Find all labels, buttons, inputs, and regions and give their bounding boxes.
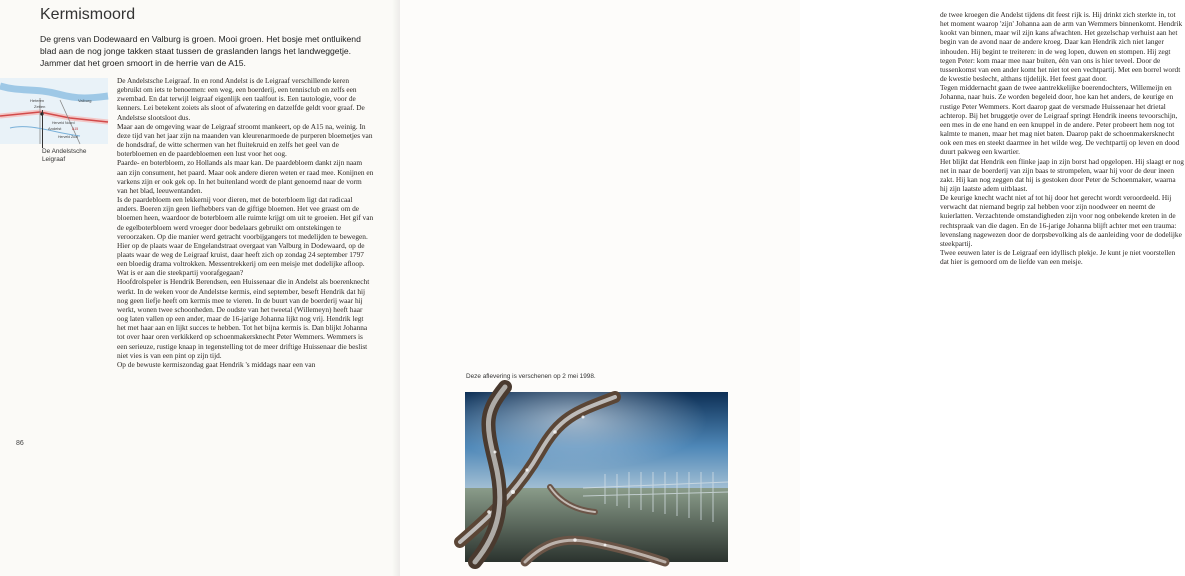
caption-pointer-line <box>42 110 43 148</box>
body-paragraph: De Andelstsche Leigraaf. In en rond Andelst is de Leigraaf verschillende keren gebruikt om iets te benoemen: een weg, een boerderij, een tennisclub en zelfs een zwembad. En dat terwijl leigraaf eigenlijk een taalfout is. Een tautologie, voor de kenners. Lei betekent zoiets als sloot of afwatering en datzelfde geldt voor graaf. De Andelstse slootsloot dus. <box>117 76 365 122</box>
body-paragraph: Twee eeuwen later is de Leigraaf een idyllisch plekje. Je kunt je niet voorstellen dat hier is gemoord om de liefde van een meisje. <box>940 248 1176 267</box>
article-title: Kermismoord <box>40 6 136 23</box>
body-paragraph: Is de paardebloem een lekkernij voor dieren, met de boterbloem ligt dat radicaal anders. Boeren zijn geen liefhebbers van de giftige bloemen. Het vee graast om de bloemen heen, waardoor de boterbloem alle ruimte krijgt om uit te groeien. Het gif van de egelboterbloem werd vroeger door bedelaars gebruikt om ontstekingen te veroorzaken. Op die manier werd getracht voorbijgangers tot medelijden te bewegen. <box>117 195 374 241</box>
body-paragraph: Het blijkt dat Hendrik een flinke jaap in zijn borst had opgelopen. Hij slaagt er nog net in naar de boerderij van zijn baas te strompelen, waar hij voor de deur ineen zakt. Hij kan nog zeggen dat hij is gestoken door Peter de Schoenmaker, waarna hij zijn laatste adem uitblaast. <box>940 156 1184 193</box>
body-paragraph: de twee kroegen die Andelst tijdens dit feest rijk is. Hij drinkt zich sterkte in, tot het moment waarop 'zijn' Johanna aan de arm van Wemmers binnenkomt. Hendrik kookt van binnen, maar wil zijn kans afwachten. Het gezelschap verhuist aan het begin van de avond naar de andere kroeg. Daar kan Hendrik zich niet langer inhouden. Hij begint te treiteren: in de weg lopen, duwen en stompen. Hij zegt tegen Peter: kom maar mee naar buiten, één van ons is hier teveel. Door de tussenkomst van een ander komt het niet tot een vechtpartij. Met een borrel wordt de kwestie beslecht, althans tijdelijk. Het feest gaat door. <box>940 10 1183 84</box>
map-place-label: Zetten <box>34 104 46 109</box>
map-caption-line: Leigraaf <box>42 156 66 163</box>
map-road-label: A15 <box>72 127 79 131</box>
body-paragraph: Maar aan de omgeving waar de Leigraaf stroomt mankeert, op de A15 na, weinig. In deze tijd van het jaar zijn na maanden van kleurenarmoede de purperen bloemetjes van de hondsdraf, de witte schermen van het fluitekruid en zelfs het geel van de boterbloemen en de paardebloemen een lust voor het oog. <box>117 121 373 159</box>
map-caption-line: De Andelstsche <box>42 148 87 155</box>
right-text-column <box>940 10 1185 266</box>
body-paragraph: Tegen middernacht gaan de twee aantrekkelijke boerendochters, Willemeijn en Johanna, naar huis. Ze worden begeleid door, hoe kan het anders, de keurige en rustige Peter Wemmers. Kort daarop gaat de versmade Huissenaar het drietal achterop. Bij het bruggetje over de Leigraaf springt Hendrik ineens tevoorschijn, een mes in de ene hand en een knuppel in de andere. Peter probeert hem nog tot kalmte te manen, maar het mag niet baten. Daarop pakt de schoenmakersknecht ook een mes en steekt daarmee in het wilde weg. De vechtpartij op leven en dood duurt pakweg een kwartier. <box>940 83 1180 157</box>
body-paragraph: De keurige knecht wacht niet af tot hij door het gerecht wordt veroordeeld. Hij verwacht dat niemand begrip zal hebben voor zijn noodweer en neemt de kuierlatten. Verzachtende omstandigheden zijn voor nog onbekende kreten in de rechtspraak van die dagen. En de 16-jarige Johanna blijft achter met een trauma: levenslang nagewezen door de dorpsbevolking als de aanleiding voor de dodelijke steekpartij. <box>940 193 1182 248</box>
frozen-orchard-photo <box>465 392 728 562</box>
body-paragraph: Hier op de plaats waar de Engelandstraat overgaat van Valburg in Dodewaard, op de plaats waar de weg de Leigraaf kruist, daar heeft zich op zondag 24 september 1797 een bloedig drama voltrokken. Messentrekkerij om een meisje met dodelijke afloop. <box>117 240 365 269</box>
map-place-label: Valburg <box>78 98 92 103</box>
map-caption <box>42 148 112 164</box>
photo-caption: Deze aflevering is verschenen op 2 mei 1998. <box>466 373 596 380</box>
body-paragraph: Paarde- en boterbloem, zo Hollands als maar kan. De paardebloem dankt zijn naam aan zijn consument, het paard. Maar ook andere dieren weten er raad mee. Konijnen en varkens zijn er ook gek op. In het buitenland wordt de plant genoemd naar de vorm van het blad, leeuwentanden. <box>117 158 374 195</box>
photo-illustration <box>465 392 728 562</box>
body-paragraph: Op de bewuste kermiszondag gaat Hendrik 's middags naar een van <box>117 359 316 369</box>
map-place-label: Herveld Zuid <box>58 135 78 139</box>
map-place-label: Andelst <box>48 126 62 131</box>
page-number: 86 <box>16 440 24 447</box>
location-map <box>0 78 108 144</box>
map-place-label: Herveld Noord <box>52 121 75 125</box>
left-page <box>0 0 400 576</box>
left-text-column <box>117 76 374 369</box>
map-graphic <box>0 78 108 144</box>
body-paragraph: Hoofdrolspeler is Hendrik Berendsen, een Huissenaar die in Andelst als boerenknecht werkt. In de weken voor de Andelstse kermis, eind september, beseft Hendrik dat hij nog geen liefje heeft om kermis mee te vieren. In de buurt van de boerderij waar hij werkt, wonen twee schoonheden. De oudste van het tweetal (Willemeyn) heeft haar oog laten vallen op een ander, maar de 16-jarige Johanna lijkt nog vrij. Hendrik legt het met haar aan en lijkt succes te hebben. Tot het bijna kermis is. Dan blijkt Johanna tot over haar oren verkikkerd op schoenmakersknecht Peter Wemmers. Wemmers is een serieuze, rustige knaap in tegenstelling tot de meer driftige Huissenaar die beslist niet vies is van een pint op zijn tijd. <box>117 277 370 360</box>
map-place-label: Heteren <box>30 98 45 103</box>
body-paragraph: Wat is er aan die steekpartij voorafgegaan? <box>117 268 244 278</box>
article-lead: De grens van Dodewaard en Valburg is groen. Mooi groen. Het bosje met ontluikend blad aan de nog jonge takken staat tussen de graslanden langs het landweggetje. Jammer dat het groen smoort in de herrie van de A15. <box>40 34 361 68</box>
